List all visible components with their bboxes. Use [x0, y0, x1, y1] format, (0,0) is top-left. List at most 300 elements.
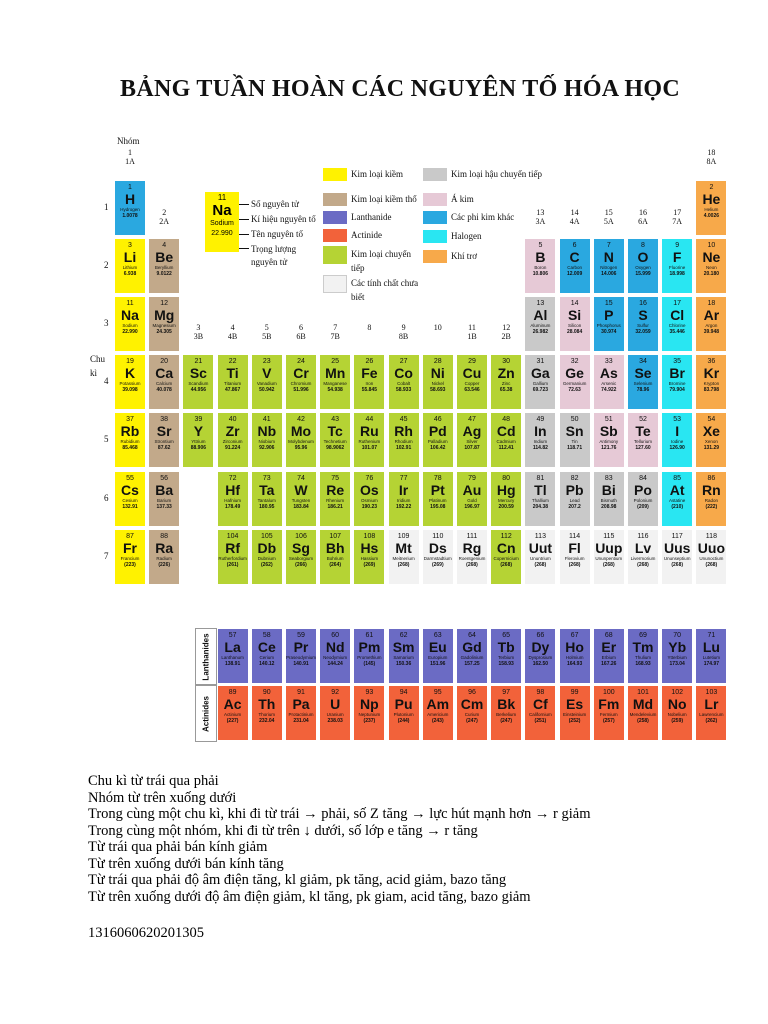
atomic-mass: 167.26: [601, 661, 617, 667]
atomic-mass: 51.996: [293, 387, 309, 394]
atomic-number: 92: [331, 689, 340, 696]
element-cell: [285, 471, 317, 527]
element-name: Zinc: [501, 381, 511, 387]
element-name: Bromine: [668, 381, 686, 387]
atomic-mass: (145): [363, 661, 376, 667]
legend-label: Kim loại hậu chuyển tiếp: [451, 169, 542, 179]
element-cell: [217, 354, 249, 410]
element-name: Chromium: [290, 381, 312, 387]
atomic-number: 48: [502, 416, 511, 424]
element-name: Beryllium: [154, 265, 174, 271]
atomic-number: 36: [707, 358, 716, 366]
actinides-label: Actinides: [201, 695, 211, 732]
legend-swatch: [323, 193, 347, 206]
atomic-number: 75: [331, 474, 340, 482]
element-name: Silicon: [567, 323, 582, 329]
atomic-mass: (247): [500, 718, 513, 724]
atomic-number: 22: [228, 358, 237, 366]
element-name: Potassium: [119, 381, 141, 387]
group-number: 6: [299, 323, 303, 332]
group-number: 2: [162, 208, 167, 217]
element-symbol: Mg: [154, 307, 175, 324]
atomic-mass: 114.82: [532, 445, 548, 452]
element-name: Mendelevium: [629, 712, 657, 717]
element-cell: [627, 685, 659, 741]
atomic-mass: 74.922: [601, 387, 617, 394]
element-symbol: At: [669, 481, 685, 498]
atomic-mass: 157.25: [464, 661, 480, 667]
element-name: Roentgenium: [458, 555, 486, 561]
element-name: Yttrium: [191, 439, 206, 445]
atomic-number: 71: [707, 632, 716, 639]
element-cell: [593, 529, 625, 585]
group-header: [661, 208, 693, 226]
element-name: Rutherfordium: [218, 555, 247, 561]
atomic-mass: 150.36: [395, 661, 412, 667]
atomic-mass: 28.084: [566, 329, 583, 336]
element-name: Calcium: [156, 381, 173, 387]
element-symbol: Cd: [496, 423, 516, 440]
element-cell: [524, 238, 556, 294]
element-name: Meitnerium: [392, 555, 415, 561]
element-symbol: Rf: [225, 539, 240, 556]
group-header: [695, 148, 727, 166]
element-name: Rhodium: [394, 439, 413, 445]
atomic-number: 12: [160, 300, 169, 308]
element-symbol: Fe: [361, 365, 378, 382]
group-subgroup: 6B: [296, 332, 306, 341]
atomic-mass: 168.93: [635, 661, 651, 667]
element-symbol: Ta: [259, 481, 275, 498]
element-symbol: Np: [360, 696, 379, 712]
group-subgroup: 5A: [603, 217, 614, 226]
group-number: 5: [264, 323, 269, 332]
group-subgroup: 5B: [262, 332, 272, 341]
atomic-number: 19: [126, 358, 134, 366]
group-number: 4: [230, 323, 235, 332]
group-subgroup: 7A: [672, 217, 683, 226]
element-symbol: Re: [326, 481, 345, 498]
atomic-number: 8: [641, 242, 645, 250]
atomic-number: 31: [536, 358, 545, 366]
atomic-number: 69: [639, 632, 647, 639]
element-symbol: Br: [669, 365, 685, 382]
element-symbol: S: [638, 307, 648, 324]
atomic-mass: (268): [568, 561, 581, 568]
element-name: Ununtrium: [530, 555, 551, 561]
group-header: [285, 323, 317, 341]
group-header: [182, 323, 214, 341]
element-name: Phosphorus: [596, 323, 621, 329]
element-cell: [695, 296, 727, 352]
element-name: Ruthenium: [358, 439, 381, 445]
atomic-number: 96: [468, 689, 476, 696]
atomic-mass: 40.078: [156, 387, 172, 394]
atomic-number: 21: [194, 358, 203, 366]
legend-swatch: [423, 211, 447, 224]
element-name: Xenon: [704, 439, 718, 445]
element-cell: [695, 238, 727, 294]
key-label: Kí hiệu nguyên tố: [251, 214, 316, 224]
atomic-mass: (266): [295, 561, 307, 568]
element-symbol: Ag: [462, 423, 482, 440]
atomic-number: 85: [673, 474, 682, 482]
group-number: 14: [570, 208, 579, 217]
element-cell: [627, 296, 659, 352]
element-cell: [285, 628, 317, 684]
element-symbol: Pd: [428, 423, 447, 440]
element-name: Protactinium: [288, 712, 314, 717]
element-symbol: Nd: [325, 639, 345, 655]
atomic-mass: 200.59: [498, 503, 514, 510]
atomic-mass: 174.97: [703, 661, 720, 667]
element-name: Molybdenum: [288, 439, 314, 445]
element-cell: [182, 354, 214, 410]
atomic-number: 58: [262, 632, 271, 639]
atomic-number: 82: [570, 474, 579, 482]
element-symbol: Dy: [531, 639, 550, 655]
element-name: Boron: [534, 265, 547, 271]
atomic-number: 70: [673, 632, 682, 639]
group-subgroup: 4A: [569, 217, 580, 226]
element-cell: [559, 412, 591, 468]
atomic-mass: 195.08: [430, 503, 446, 510]
atomic-number: 116: [637, 532, 649, 540]
atomic-number: 3: [128, 242, 132, 250]
atomic-mass: (259): [671, 718, 684, 724]
atomic-mass: (268): [397, 561, 410, 568]
atomic-mass: (223): [124, 561, 136, 568]
element-cell: [490, 685, 522, 741]
element-symbol: Au: [462, 481, 482, 498]
element-symbol: U: [330, 696, 341, 712]
legend-label: Lanthanide: [351, 212, 392, 222]
element-cell: [593, 471, 625, 527]
atomic-number: 25: [331, 358, 340, 366]
atomic-number: 17: [673, 300, 682, 308]
atomic-mass: 24.305: [156, 329, 172, 336]
legend-swatch: [323, 168, 347, 181]
atomic-number: 51: [604, 416, 613, 424]
atomic-number: 87: [126, 532, 134, 540]
lanthanides-label: Lanthanides: [201, 632, 211, 681]
element-name: Krypton: [703, 381, 720, 387]
atomic-number: 9: [675, 242, 680, 250]
atomic-mass: (268): [705, 561, 718, 568]
element-symbol: Pa: [292, 696, 310, 712]
period-number: 3: [104, 318, 109, 329]
atomic-number: 57: [228, 632, 237, 639]
element-symbol: Pr: [293, 639, 309, 655]
element-name: Einsteinium: [562, 712, 587, 717]
element-name: Flerovium: [564, 555, 585, 561]
element-symbol: Uuo: [697, 539, 725, 556]
element-name: Erbium: [601, 655, 616, 660]
element-name: Samarium: [393, 655, 414, 660]
atomic-number: 10: [707, 242, 716, 250]
atomic-number: 23: [262, 358, 271, 366]
atomic-mass: 204.38: [532, 503, 549, 510]
note-line: Trong cùng một nhóm, khi đi từ trên ↓ dưới, số lớp e tăng → r tăng: [88, 822, 478, 839]
atomic-mass: 140.12: [259, 661, 275, 667]
atomic-mass: 35.446: [669, 329, 685, 336]
element-name: Astatine: [669, 497, 686, 503]
element-symbol: Uus: [663, 539, 691, 556]
element-cell: [695, 354, 727, 410]
element-symbol: Hs: [360, 539, 379, 556]
legend-label: Khí trơ: [451, 251, 478, 261]
legend-label: Các tính chất chưa biết: [351, 278, 419, 302]
element-name: Lanthanum: [221, 655, 244, 660]
atomic-number: 93: [365, 689, 374, 696]
element-symbol: Mo: [290, 423, 312, 440]
group-header: [524, 208, 556, 226]
group-header: [114, 148, 146, 166]
element-name: Hydrogen: [120, 207, 140, 212]
element-cell: [490, 471, 522, 527]
atomic-mass: (227): [226, 718, 239, 724]
element-name: Ununoctium: [699, 555, 724, 561]
atomic-mass: 186.21: [327, 503, 343, 510]
element-name: Lawrencium: [699, 712, 724, 717]
atomic-mass: 50.942: [259, 387, 275, 394]
element-cell: [559, 529, 591, 585]
element-symbol: Rn: [702, 481, 721, 498]
element-name: Promethium: [357, 655, 382, 660]
atomic-mass: 95.96: [294, 445, 308, 452]
atomic-number: 109: [397, 532, 410, 540]
atomic-mass: 192.22: [395, 503, 412, 510]
element-name: Gold: [467, 497, 477, 503]
element-name: Gadolinium: [460, 655, 484, 660]
group-subgroup: 3B: [193, 332, 204, 341]
element-cell: [319, 412, 351, 468]
atomic-number: 83: [604, 474, 613, 482]
atomic-number: 90: [262, 689, 271, 696]
element-name: Livermorium: [630, 555, 656, 561]
element-name: Iodine: [671, 439, 684, 445]
element-cell: [388, 354, 420, 410]
group-header: [593, 208, 625, 226]
group-header: [217, 323, 249, 341]
element-symbol: Sm: [392, 639, 415, 655]
atomic-number: 110: [432, 532, 444, 540]
element-name: Barium: [157, 497, 172, 503]
element-symbol: Db: [257, 539, 277, 556]
atomic-number: 63: [433, 632, 442, 639]
element-symbol: Sc: [189, 365, 207, 382]
atomic-mass: 15.999: [635, 271, 651, 278]
element-cell: [353, 471, 385, 527]
group-header: [490, 323, 522, 341]
note-line: Từ trên xuống dưới độ âm điện giảm, kl tăng, pk giam, acid tăng, bazo giảm: [88, 888, 531, 905]
note-line: Nhóm từ trên xuống dưới: [88, 789, 237, 806]
atomic-number: 72: [228, 474, 237, 482]
element-name: Silver: [466, 439, 478, 445]
atomic-mass: 4.0026: [703, 213, 720, 219]
element-symbol: Tm: [632, 639, 654, 655]
element-cell: [627, 471, 659, 527]
lanthanides-sidebar: [195, 628, 217, 685]
element-symbol: Kr: [703, 365, 720, 382]
element-name: Copper: [464, 381, 480, 387]
atomic-number: 117: [671, 532, 683, 540]
element-cell: [695, 412, 727, 468]
atomic-mass: 112.41: [498, 445, 514, 452]
element-name: Cesium: [122, 497, 138, 503]
atomic-number: 113: [534, 532, 546, 540]
atomic-mass: 12.009: [566, 271, 583, 278]
group-header: [148, 208, 180, 226]
atomic-mass: 151.96: [430, 661, 446, 667]
element-name: Neodymium: [323, 655, 348, 660]
element-name: Nickel: [431, 381, 444, 387]
key-name: Sodium: [210, 220, 234, 227]
atomic-mass: 101.07: [361, 445, 378, 452]
period-label: Chu kì: [90, 354, 106, 378]
element-name: Platinum: [429, 497, 447, 503]
atomic-mass: 58.693: [430, 387, 446, 394]
atomic-mass: 144.24: [327, 661, 343, 667]
group-number: 12: [502, 323, 511, 332]
element-symbol: In: [534, 423, 547, 440]
atomic-number: 44: [365, 416, 374, 424]
element-cell: [627, 412, 659, 468]
atomic-number: 5: [538, 242, 543, 250]
atomic-mass: 91.224: [224, 445, 241, 452]
group-header: [456, 323, 488, 341]
element-name: Technetium: [323, 439, 347, 445]
atomic-number: 115: [603, 532, 615, 540]
element-name: Ununseptium: [663, 555, 691, 561]
element-cell: [251, 412, 283, 468]
atomic-mass: 127.60: [635, 445, 651, 452]
atomic-mass: 196.97: [464, 503, 480, 510]
atomic-number: 81: [536, 474, 545, 482]
element-symbol: Ga: [531, 365, 550, 382]
element-symbol: Ti: [226, 365, 239, 382]
element-name: Curium: [464, 712, 480, 717]
atomic-mass: 18.998: [669, 271, 685, 278]
atomic-number: 68: [604, 632, 613, 639]
atomic-mass: (269): [363, 561, 376, 568]
element-symbol: Lv: [634, 539, 652, 556]
element-cell: [285, 354, 317, 410]
element-name: Hafnium: [224, 497, 241, 503]
element-cell: [353, 354, 385, 410]
atomic-number: 118: [705, 532, 717, 540]
atomic-number: 43: [331, 416, 340, 424]
atomic-mass: (258): [637, 718, 649, 724]
group-subgroup: 8B: [398, 332, 409, 341]
element-cell: [422, 628, 454, 684]
element-name: Tantalum: [257, 497, 276, 503]
element-name: Manganese: [323, 381, 347, 387]
atomic-mass: (252): [568, 718, 581, 724]
element-cell: [114, 296, 146, 352]
element-symbol: K: [124, 365, 136, 382]
element-cell: [456, 529, 488, 585]
element-cell: [661, 685, 693, 741]
element-name: Thorium: [258, 712, 276, 717]
atomic-mass: (269): [431, 561, 444, 568]
atomic-number: 20: [160, 358, 169, 366]
element-cell: [661, 412, 693, 468]
element-symbol: Ca: [155, 365, 174, 382]
atomic-mass: 14.006: [601, 271, 617, 278]
element-cell: [490, 412, 522, 468]
atomic-number: 30: [502, 358, 511, 366]
element-cell: [114, 354, 146, 410]
element-name: Lead: [569, 497, 580, 503]
element-cell: [251, 529, 283, 585]
atomic-mass: (268): [466, 561, 478, 568]
element-symbol: Sn: [565, 423, 584, 440]
element-cell: [422, 471, 454, 527]
element-symbol: N: [603, 249, 614, 266]
atomic-number: 41: [262, 416, 271, 424]
key-label: Trọng lượng nguyên tử: [251, 244, 297, 267]
atomic-number: 106: [295, 532, 307, 540]
element-name: Actinium: [223, 712, 242, 717]
atomic-number: 53: [673, 416, 682, 424]
element-cell: [388, 529, 420, 585]
group-number: 16: [639, 208, 647, 217]
element-cell: [661, 296, 693, 352]
key-arrow: [239, 234, 249, 235]
group-subgroup: 7B: [330, 332, 340, 341]
atomic-mass: 107.87: [464, 445, 480, 452]
atomic-mass: 106.42: [430, 445, 446, 452]
atomic-mass: 121.76: [601, 445, 617, 452]
element-cell: [661, 354, 693, 410]
element-symbol: B: [535, 249, 546, 266]
atomic-number: 91: [297, 689, 305, 696]
element-name: Argon: [705, 323, 718, 329]
element-name: Strontium: [154, 439, 174, 445]
atomic-mass: 58.933: [395, 387, 412, 394]
element-cell: [524, 628, 556, 684]
legend-swatch: [323, 275, 347, 293]
element-symbol: F: [672, 249, 682, 266]
atomic-number: 37: [126, 416, 134, 424]
element-symbol: Mt: [395, 539, 412, 556]
atomic-mass: (257): [602, 718, 615, 724]
atomic-number: 14: [570, 300, 579, 308]
period-number: 5: [104, 434, 109, 445]
atomic-mass: 208.98: [601, 503, 617, 510]
actinides-sidebar: [195, 685, 217, 742]
element-symbol: Po: [634, 481, 652, 498]
element-symbol: W: [294, 481, 308, 498]
atomic-number: 11: [126, 300, 134, 308]
atomic-number: 88: [160, 532, 169, 540]
atomic-mass: (244): [397, 718, 410, 724]
atomic-mass: 44.956: [190, 387, 207, 394]
legend-label: Actinide: [351, 230, 382, 240]
element-name: Cobalt: [397, 381, 411, 387]
element-symbol: O: [637, 249, 649, 266]
element-name: Bohrium: [326, 555, 344, 561]
element-cell: [114, 529, 146, 585]
element-name: Gallium: [532, 381, 549, 387]
element-cell: [114, 180, 146, 236]
element-symbol: P: [604, 307, 614, 324]
element-name: Rubidium: [120, 439, 140, 445]
element-symbol: Na: [121, 307, 139, 324]
atomic-mass: 164.93: [566, 661, 583, 667]
key-mass: 22.990: [211, 230, 233, 237]
